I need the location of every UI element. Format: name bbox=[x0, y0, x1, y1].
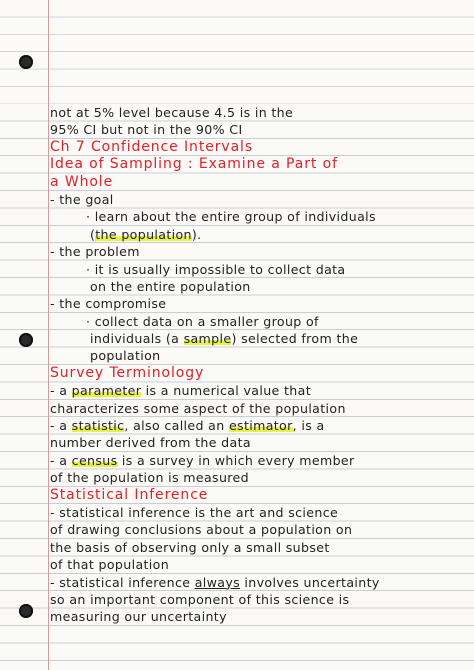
highlighted-term: the population bbox=[95, 226, 192, 242]
binder-hole-bottom bbox=[19, 604, 33, 618]
note-text: Survey Terminology bbox=[50, 364, 205, 381]
note-text: · it is usually impossible to collect data bbox=[86, 261, 346, 277]
note-line bbox=[50, 452, 468, 469]
note-line bbox=[50, 121, 468, 138]
note-line bbox=[50, 104, 468, 121]
note-text: so an important component of this science is bbox=[50, 591, 350, 607]
note-line bbox=[50, 400, 468, 417]
note-line bbox=[50, 313, 468, 330]
note-text: of drawing conclusions about a population on bbox=[50, 522, 353, 538]
highlighted-term: statistic bbox=[71, 418, 125, 434]
note-text: population bbox=[90, 348, 161, 364]
note-text: Idea of Sampling : Examine a Part of bbox=[50, 156, 338, 173]
note-line bbox=[50, 521, 468, 538]
note-text: of the population is measured bbox=[50, 470, 249, 486]
note-text: not at 5% level because 4.5 is in the bbox=[50, 105, 294, 120]
note-line bbox=[50, 504, 468, 521]
note-line bbox=[50, 417, 468, 434]
note-line bbox=[50, 243, 468, 260]
note-line bbox=[50, 278, 468, 295]
note-text: measuring our uncertainty bbox=[50, 609, 227, 625]
note-line bbox=[50, 208, 468, 225]
note-heading bbox=[50, 156, 468, 173]
note-text: involves uncertainty bbox=[240, 574, 380, 590]
highlighted-term: sample bbox=[183, 331, 232, 347]
binder-hole-top bbox=[19, 55, 33, 69]
note-text: ). bbox=[191, 226, 202, 242]
note-text: · collect data on a smaller group of bbox=[86, 313, 319, 329]
note-text: characterizes some aspect of the population bbox=[50, 400, 346, 416]
note-line bbox=[50, 191, 468, 208]
note-text: - a bbox=[50, 452, 72, 468]
highlighted-term: parameter bbox=[71, 383, 142, 399]
highlighted-term: estimator bbox=[228, 418, 293, 434]
note-line bbox=[50, 434, 468, 451]
note-text: of that population bbox=[50, 557, 170, 573]
note-line bbox=[50, 382, 468, 399]
note-line bbox=[50, 591, 468, 608]
note-heading bbox=[50, 174, 468, 191]
note-text: is a survey in which every member bbox=[117, 452, 355, 468]
note-text: a Whole bbox=[50, 173, 114, 190]
note-text: - the goal bbox=[50, 191, 114, 207]
note-text: Statistical Inference bbox=[50, 486, 209, 503]
note-line bbox=[50, 295, 468, 312]
note-line bbox=[50, 261, 468, 278]
note-text: 95% CI but not in the 90% CI bbox=[50, 122, 243, 138]
margin-line bbox=[48, 0, 49, 670]
note-text: - statistical inference is the art and science bbox=[50, 504, 339, 520]
note-text: number derived from the data bbox=[50, 435, 251, 451]
binder-hole-middle bbox=[19, 333, 33, 347]
note-line bbox=[50, 226, 468, 243]
note-text: · learn about the entire group of individuals bbox=[86, 209, 376, 225]
note-line bbox=[50, 469, 468, 486]
blank-top-area bbox=[0, 0, 474, 104]
note-line bbox=[50, 608, 468, 625]
note-text: - statistical inference bbox=[50, 574, 195, 590]
note-text: - the problem bbox=[50, 244, 140, 260]
note-text: , is a bbox=[292, 418, 325, 434]
note-text: - a bbox=[50, 418, 72, 434]
note-line bbox=[50, 330, 468, 347]
note-line bbox=[50, 347, 468, 364]
note-text: - the compromise bbox=[50, 296, 167, 312]
handwritten-notes bbox=[50, 104, 468, 626]
note-line bbox=[50, 539, 468, 556]
note-text: is a numerical value that bbox=[141, 383, 311, 399]
underlined-term: always bbox=[194, 574, 241, 590]
note-heading bbox=[50, 487, 468, 504]
note-text: , also called an bbox=[124, 418, 229, 434]
note-text: ( bbox=[90, 226, 96, 242]
note-text: - a bbox=[50, 383, 72, 399]
note-heading bbox=[50, 139, 468, 156]
note-text: on the entire population bbox=[90, 278, 251, 294]
note-line bbox=[50, 556, 468, 573]
note-text: ) selected from the bbox=[231, 331, 359, 347]
note-heading bbox=[50, 365, 468, 382]
note-line bbox=[50, 574, 468, 591]
note-text: individuals (a bbox=[90, 331, 184, 347]
note-text: Ch 7 Confidence Intervals bbox=[50, 138, 254, 155]
highlighted-term: census bbox=[71, 452, 118, 468]
note-text: the basis of observing only a small subset bbox=[50, 539, 330, 555]
